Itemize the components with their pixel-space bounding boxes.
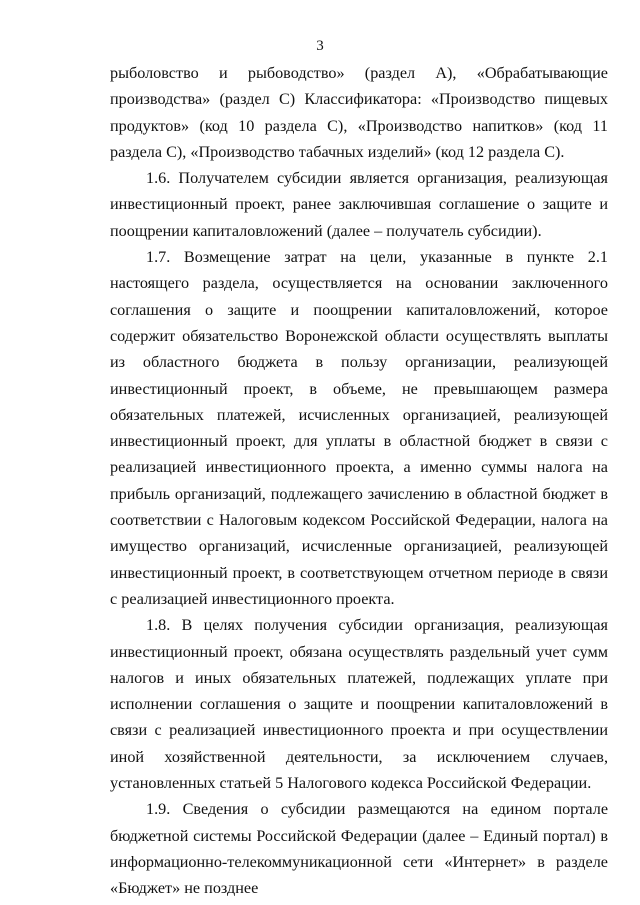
paragraph-1-7: 1.7. Возмещение затрат на цели, указанные в пункте 2.1 настоящего раздела, осуществляется на основании заключенного соглашения о защите и поощрении капиталовложений, которое содержит обязательство Воронежской области осуществлять выплаты из областного бюджета в пользу организации, реализующей инвестиционный проект, в объеме, не превышающем размера обязательных платежей, исчисленных организацией, реализующей инвестиционный проект, для уплаты в областной бюджет в связи с реализацией инвестиционного проекта, а именно суммы налога на прибыль организаций, подлежащего зачислению в областной бюджет в соответствии с Налоговым кодексом Российской Федерации, налога на имущество организаций, исчисленные организацией, реализующей инвестиционный проект, в соответствующем отчетном периоде в связи с реализацией инвестиционного проекта. [110,248,608,608]
paragraph-1-8: 1.8. В целях получения субсидии организация, реализующая инвестиционный проект, обязана осуществлять раздельный учет сумм налогов и иных обязательных платежей, подлежащих уплате при исполнении соглашения о защите и поощрении капиталовложений в связи с реализацией инвестиционного проекта и при осуществлении иной хозяйственной деятельности, за исключением случаев, установленных статьей 5 Налогового кодекса Российской Федерации. [110,616,608,793]
page-number: 3 [316,38,324,54]
paragraph-continuation: рыболовство и рыбоводство» (раздел А), «Обрабатывающие производства» (раздел С) Классификатора: «Производство пищевых продуктов» (код 10 раздела С), «Производство напитков» (код 11 раздела С), «Производство табачных изделий» (код 12 раздела С). [110,64,608,161]
document-body [110,60,608,902]
paragraph-1-9: 1.9. Сведения о субсидии размещаются на едином портале бюджетной системы Российской Федерации (далее – Единый портал) в информационно-телекоммуникационной сети «Интернет» в разделе «Бюджет» не позднее [110,800,608,898]
paragraph-1-6: 1.6. Получателем субсидии является организация, реализующая инвестиционный проект, ранее заключившая соглашение о защите и поощрении капиталовложений (далее – получатель субсидии). [110,169,608,240]
